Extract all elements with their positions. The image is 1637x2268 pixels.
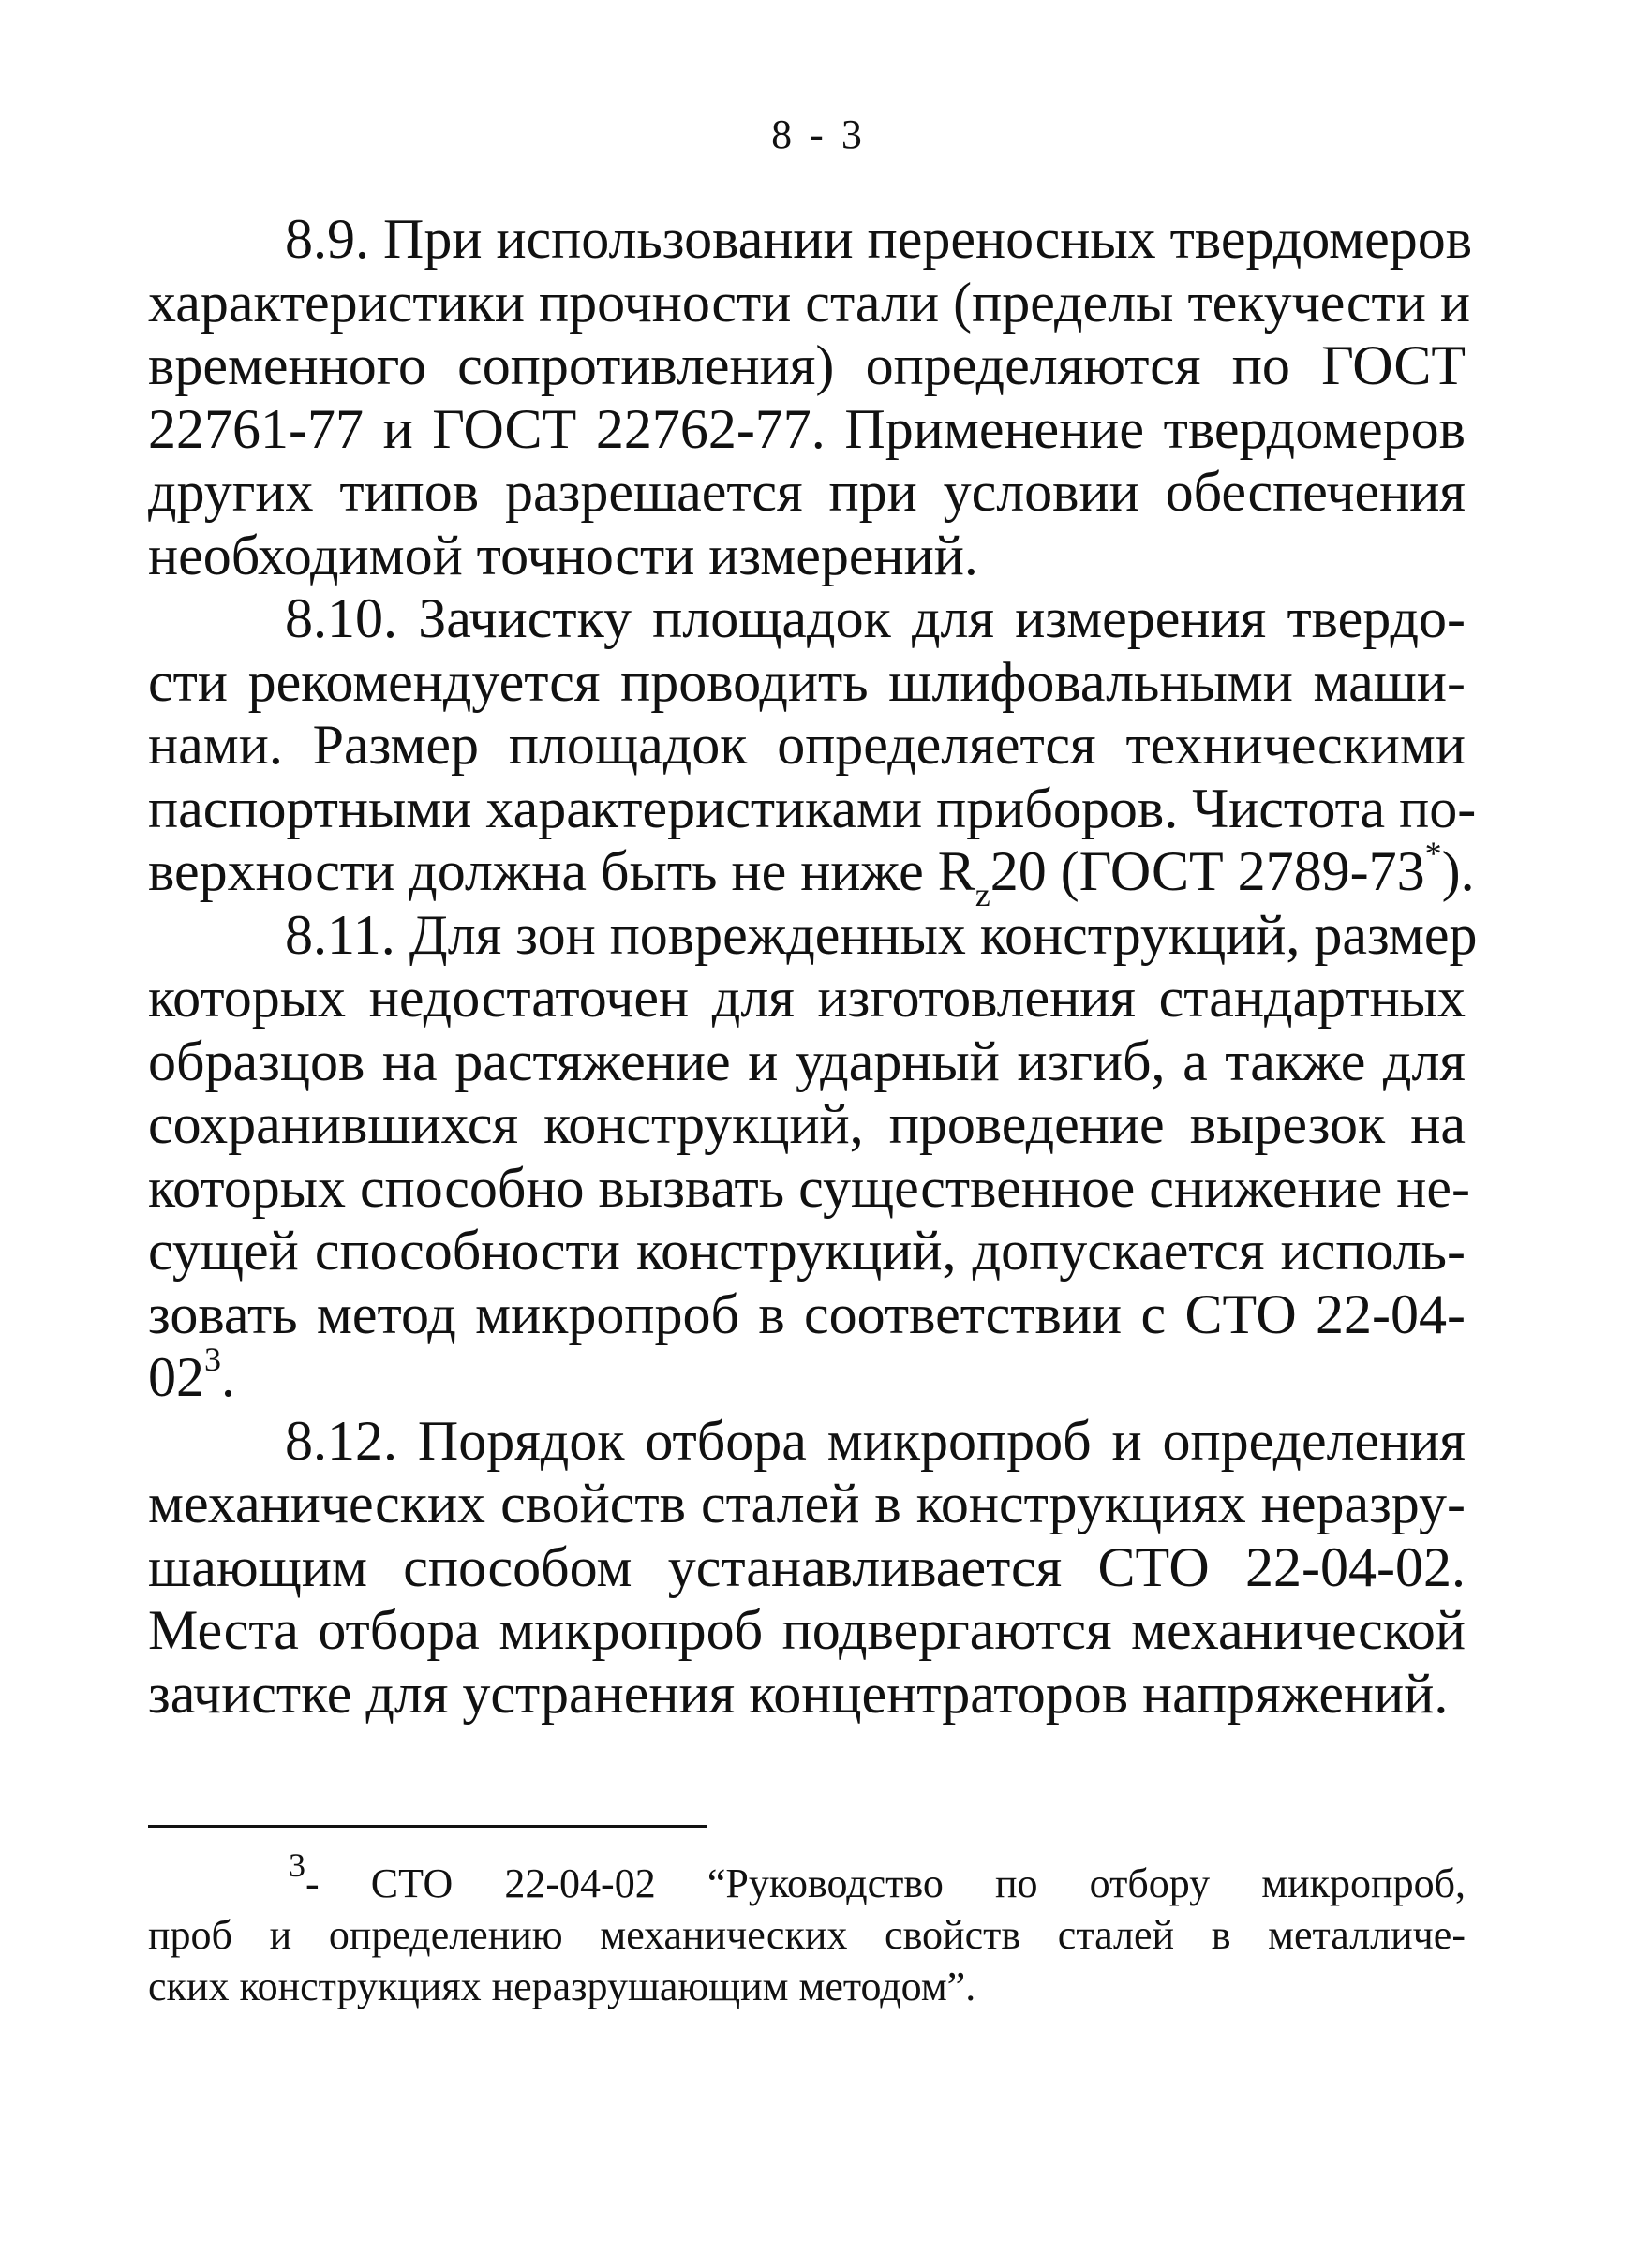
footnote-reference: 3 <box>204 1341 221 1378</box>
footnote-line: ских конструкциях неразрушающим методом”. <box>148 1964 976 2009</box>
text-line: образцов на растяжение и ударный изгиб, а также для <box>148 1030 1466 1092</box>
text-fragment: 20 (ГОСТ 2789-73 <box>990 840 1425 902</box>
footnote-line: проб и определению механических свойств сталей в металличе- <box>148 1912 1466 1958</box>
text-line <box>148 835 1475 913</box>
text-line: зачистке для устранения концентраторов напряжений. <box>148 1662 1449 1725</box>
text-fragment: ). <box>1441 840 1475 902</box>
text-line: характеристики прочности стали (пределы текучести и <box>148 271 1470 334</box>
text-line: 8.12. Порядок отбора микропроб и определения <box>285 1409 1466 1472</box>
text-fragment: 02 <box>148 1346 204 1408</box>
paragraph-8-11 <box>148 903 1478 1410</box>
paragraph-8-10 <box>148 587 1477 913</box>
text-line: 8.9. При использовании переносных твердомеров <box>285 208 1473 270</box>
body-text <box>148 208 1478 1726</box>
subscript: z <box>975 876 990 913</box>
text-line: которых способно вызвать существенное снижение не- <box>148 1156 1471 1219</box>
text-line: шающим способом устанавливается СТО 22-04-02. <box>148 1535 1466 1598</box>
footnote-marker: 3 <box>289 1846 305 1885</box>
footnote <box>148 1846 1466 2012</box>
page-number: 8 - 3 <box>771 111 866 157</box>
text-line: 8.10. Зачистку площадок для измерения твердо- <box>285 587 1466 649</box>
text-fragment: - СТО 22-04-02 “Руководство по отбору микропроб, <box>305 1860 1466 1906</box>
footnote-divider <box>148 1825 707 1828</box>
paragraph-8-9 <box>148 208 1473 587</box>
text-line: необходимой точности измерений. <box>148 524 978 586</box>
text-line: зовать метод микропроб в соответствии с СТО 22-04- <box>148 1282 1466 1345</box>
text-fragment: . <box>221 1346 235 1408</box>
text-line: сти рекомендуется проводить шлифовальными маши- <box>148 650 1466 713</box>
text-line: нами. Размер площадок определяется техническими <box>148 714 1466 776</box>
footnote-line <box>148 1846 1466 1909</box>
text-line <box>148 1341 1466 1410</box>
text-line: паспортными характеристиками приборов. Чистота по- <box>148 777 1477 839</box>
text-line: 22761-77 и ГОСТ 22762-77. Применение твердомеров <box>148 397 1466 460</box>
text-fragment: верхности должна быть не ниже R <box>148 840 975 902</box>
text-line: Места отбора микропроб подвергаются механической <box>148 1599 1466 1661</box>
text-line: механических свойств сталей в конструкциях неразру- <box>148 1473 1466 1534</box>
asterisk-superscript: * <box>1424 835 1442 872</box>
text-line: других типов разрешается при условии обеспечения <box>148 461 1466 523</box>
text-line: 8.11. Для зон поврежденных конструкций, размер <box>285 903 1478 966</box>
text-line: сохранившихся конструкций, проведение вырезок на <box>148 1093 1466 1155</box>
text-line: сущей способности конструкций, допускается исполь- <box>148 1220 1466 1282</box>
paragraph-8-12 <box>148 1410 1466 1727</box>
text-line: временного сопротивления) определяются по ГОСТ <box>148 334 1466 396</box>
text-line: которых недостаточен для изготовления стандартных <box>148 967 1466 1029</box>
